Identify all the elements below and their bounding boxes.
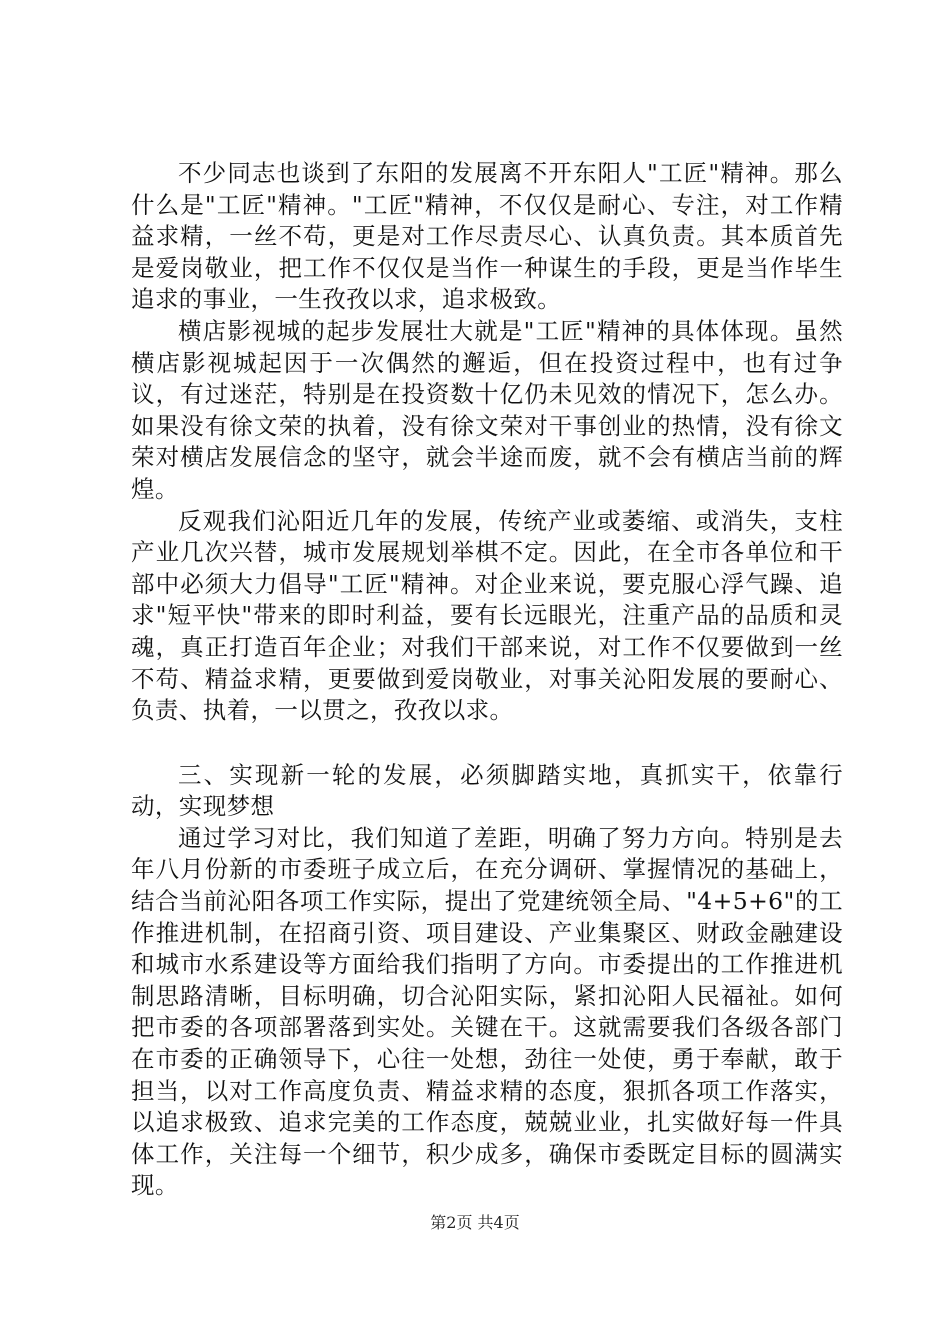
page-number-footer: 第2页 共4页 (430, 1213, 520, 1232)
document-body (131, 158, 843, 1202)
paragraph-craftsman-spirit: 不少同志也谈到了东阳的发展离不开东阳人"工匠"精神。那么什么是"工匠"精神。"工匠"精神，不仅仅是耐心、专注，对工作精益求精，一丝不苟，更是对工作尽责尽心、认真负责。其本质首先是爱岗敬业，把工作不仅仅是当作一种谋生的手段，更是当作毕生追求的事业，一生孜孜以求，追求极致。 (131, 159, 843, 314)
paragraph-hengdian: 横店影视城的起步发展壮大就是"工匠"精神的具体体现。虽然横店影视城起因于一次偶然的邂逅，但在投资过程中，也有过争议，有过迷茫，特别是在投资数十亿仍未见效的情况下，怎么办。如果没有徐文荣的执着，没有徐文荣对干事创业的热情，没有徐文荣对横店发展信念的坚守，就会半途而废，就不会有横店当前的辉煌。 (131, 316, 843, 503)
paragraph-action: 通过学习对比，我们知道了差距，明确了努力方向。特别是去年八月份新的市委班子成立后，在充分调研、掌握情况的基础上，结合当前沁阳各项工作实际，提出了党建统领全局、"4+5+6"的工作推进机制，在招商引资、项目建设、产业集聚区、财政金融建设和城市水系建设等方面给我们指明了方向。市委提出的工作推进机制思路清晰，目标明确，切合沁阳实际，紧扣沁阳人民福祉。如何把市委的各项部署落到实处。关键在干。这就需要我们各级各部门在市委的正确领导下，心往一处想，劲往一处使，勇于奉献，敢于担当，以对工作高度负责、精益求精的态度，狠抓各项工作落实，以追求极致、追求完美的工作态度，兢兢业业，扎实做好每一件具体工作，关注每一个细节，积少成多，确保市委既定目标的圆满实现。 (131, 823, 843, 1200)
paragraph-qinyang: 反观我们沁阳近几年的发展，传统产业或萎缩、或消失，支柱产业几次兴替，城市发展规划举棋不定。因此，在全市各单位和干部中必须大力倡导"工匠"精神。对企业来说，要克服心浮气躁、追求"短平快"带来的即时利益，要有长远眼光，注重产品的品质和灵魂，真正打造百年企业；对我们干部来说，对工作不仅要做到一丝不苟、精益求精，更要做到爱岗敬业，对事关沁阳发展的要耐心、负责、执着，一以贯之，孜孜以求。 (131, 506, 843, 725)
section-heading: 三、实现新一轮的发展，必须脚踏实地，真抓实干，依靠行动，实现梦想 (131, 760, 843, 821)
